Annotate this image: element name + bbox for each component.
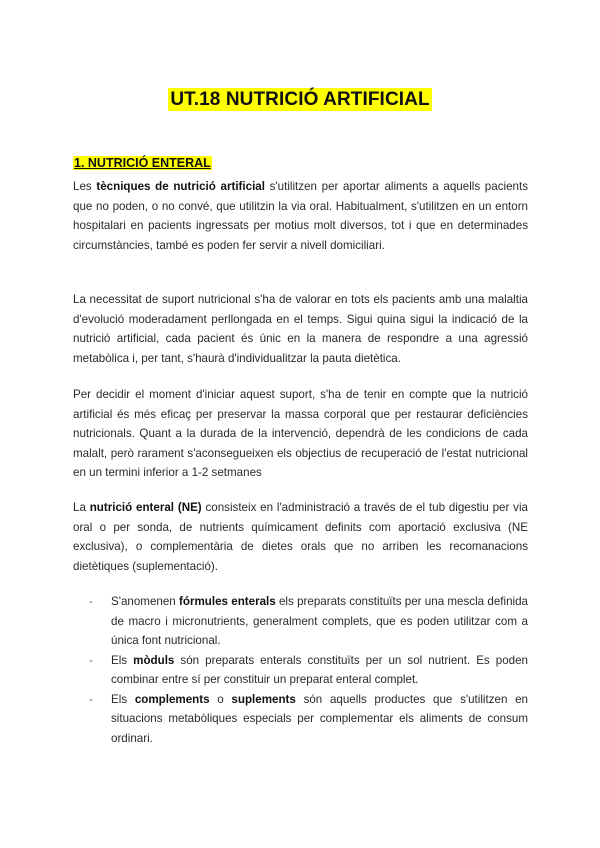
list-dash: - [89,653,93,667]
paragraph-3: Per decidir el moment d'iniciar aquest suport, s'ha de tenir en compte que la nutrició artificial és més eficaç per preservar la massa corporal que per restaurar deficiències nutricionals. Quant a la durada de la intervenció, dependrà de les condicions de cada malalt, però rarament s'aconsegueixen els objectius de recuperació de l'estat nutricional en un termini inferior a 1-2 setmanes [73,388,528,479]
list-item-2-bold: mòduls [133,653,175,667]
list-dash: - [89,595,93,608]
paragraph-1 [73,177,528,255]
paragraph-1-post: s'utilitzen per aportar aliments a aquells pacients que no poden, o no convé, que utilitzin la via oral. Habitualment, s'utilitzen en un entorn hospitalari en pacients ingressats per motius molt diversos, tot i que en determinades circumstàncies, també es poden fer servir a nivell domiciliari. [73,180,528,252]
paragraph-4-bold: nutrició enteral (NE) [89,501,202,514]
paragraph-1-pre: Les [73,180,97,193]
list-item [73,592,528,651]
list-item-2-post: són preparats enterals constituïts per un sol nutrient. Es poden combinar entre sí per constituir un preparat enteral complet. [111,653,529,686]
list-item-3-bold-2: suplements [231,692,296,706]
list-item [73,651,528,690]
list-dash: - [89,692,93,706]
paragraph-1-bold: tècniques de nutrició artificial [96,180,265,193]
section-heading-text: 1. NUTRICIÓ ENTERAL [74,156,211,170]
list-item-3-post: són aquells productes que s'utilitzen en situacions metabòliques especials per complementar els aliments de consum ordinari. [111,692,528,745]
list-item-1-pre: S'anomenen [111,595,180,608]
paragraph-4-pre: La [73,501,90,514]
list-item-3-pre: Els [111,692,135,706]
list-item-3-mid: o [209,692,232,706]
list-item-2-pre: Els [111,653,134,667]
list-item [73,690,528,749]
paragraph-4-post: consisteix en l'administració a través de el tub digestiu per via oral o per sonda, de nutrients químicament definits com aportació exclusiva (NE exclusiva), o complementària de dietes orals que no arriben les recomanacions dietètiques (suplementació). [73,501,528,573]
document-title [0,76,600,113]
list-item-1-bold: fórmules enterals [179,595,276,608]
section-heading [73,146,212,174]
title-text: UT.18 NUTRICIÓ ARTIFICIAL [170,89,430,110]
paragraph-2: La necessitat de suport nutricional s'ha de valorar en tots els pacients amb una malaltia d'evolució moderadament perllongada en el temps. Sigui quina sigui la indicació de la nutrició artificial, cada pacient és únic en la manera de respondre a una agressió metabòlica i, per tant, s'haurà d'individualitzar la pauta dietètica. [73,293,528,365]
definition-list [73,592,528,748]
paragraph-4 [73,498,528,576]
list-item-3-bold-1: complements [134,692,210,706]
list-item-1-post: els preparats constituïts per una mescla definida de macro i micronutrients, generalment complets, que es poden utilitzar com a única font nutricional. [111,595,528,647]
